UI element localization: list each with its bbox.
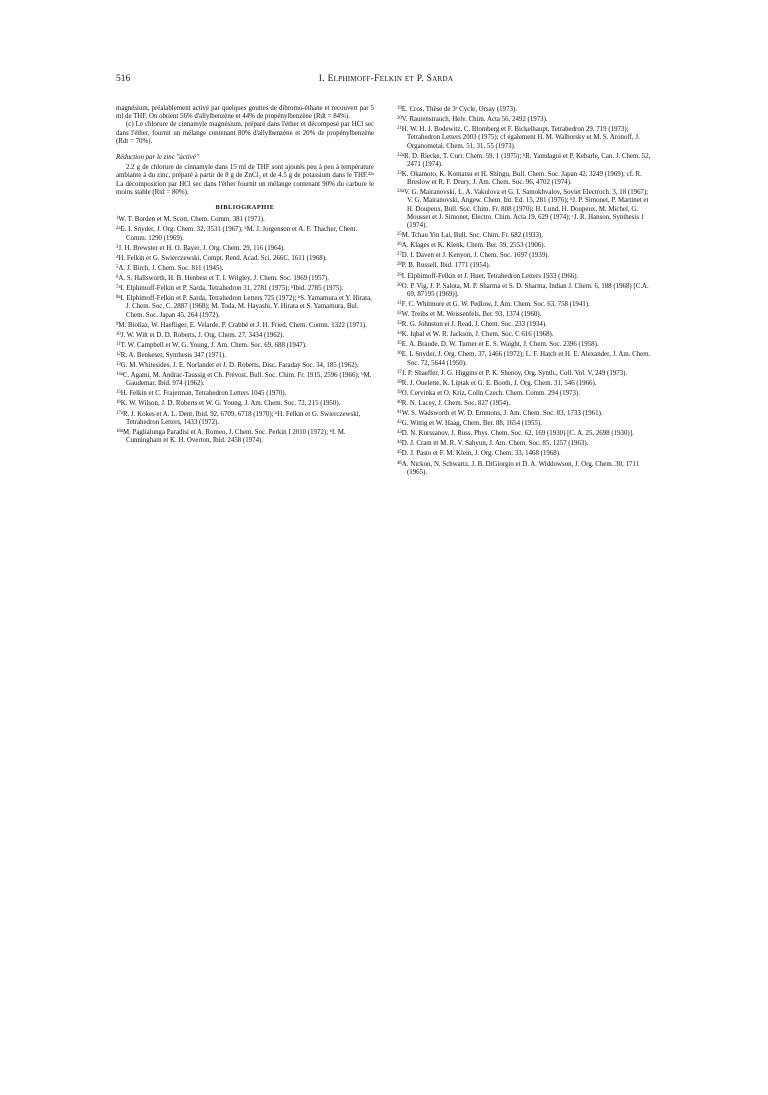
reference-text: A. J. Birch, J. Chem. Soc. 811 (1945). (118, 264, 224, 272)
reference-item (116, 428, 374, 445)
reference-text: C. Agami, M. Andrac-Taussig et Ch. Prévost, Bull. Soc. Chim. Fr. 1915, 2596 (1966); ᵇM. Gaudemar, Ibid. 974 (1962). (122, 372, 372, 388)
reference-item (116, 264, 374, 273)
reference-item (397, 188, 655, 230)
right-column (397, 105, 655, 478)
reference-number: 10 (116, 331, 121, 337)
reference-number: 15 (116, 390, 121, 396)
reference-text: I. Elphimoff-Felkin et P. Sarda, Tetrahedron Letters 725 (1972); ᵇS. Yamamura et Y. Hirata, J. Chem. Soc. C. 2887 (1968); M. Toda, M. Hayashi, Y. Hirata et S. Yamamura, Bul. Chem. Soc. Japan 45, 264 (1972). (120, 295, 372, 319)
reference-list (116, 215, 374, 445)
reference-text: K. W. Wilson, J. D. Roberts et W. G. Young, J. Am. Chem. Soc. 72, 215 (1950). (120, 400, 341, 408)
reference-item (116, 331, 374, 340)
reference-number: 24a (397, 189, 404, 195)
reference-text: H. Felkin et C. Frajerman, Tetrahedron Letters 1045 (1970). (120, 390, 287, 398)
reference-item (397, 320, 655, 329)
reference-text: G. Wittig et W. Haag, Chem. Ber. 88, 1654 (1955). (401, 420, 542, 428)
reference-text: P. B. Russell, Ibid. 1771 (1954). (401, 262, 491, 270)
reference-item (397, 170, 655, 187)
reference-number: 38 (397, 379, 402, 385)
reference-item (116, 254, 374, 263)
reference-text: H. Felkin et G. Swierczewski, Compt. Rend. Acad. Sci. 266C, 1611 (1968). (118, 254, 327, 262)
reference-item (397, 369, 655, 378)
reference-item (397, 460, 655, 477)
reference-text: J. H. Brewster et H. O. Bayer, J. Org. Chem. 29, 116 (1964). (118, 244, 286, 252)
reference-text: K. Okamoto, K. Komatsu et H. Shingu, Bull. Chem. Soc. Japan 42, 3249 (1969); cf. R. Breslow et R. F. Drury, J. Am. Chem. Soc. 96, 4702 (1974). (401, 170, 642, 187)
reference-text: V. Rautenstrauch, Helv. Chim. Acta 56, 2492 (1973). (401, 116, 548, 124)
reference-text: D. J. Pasto et F. M. Klein, J. Org. Chem. 33, 1468 (1968). (401, 450, 561, 458)
reference-text: I. Elphimoff-Felkin et P. Sarda, Tetrahedron 31, 2781 (1975); ᵇIbid. 2785 (1975). (120, 285, 344, 292)
running-head: I. Elphimoff-Felkin et P. Sarda (318, 74, 454, 84)
reference-item (397, 409, 655, 418)
page-header (116, 74, 656, 88)
reference-text: E. I. Snyder, J. Org. Chem. 32, 3531 (1967); ᵇM. J. Jorgenson et A. F. Thacher, Chem. Comm. 1290 (1969). (120, 226, 358, 242)
reference-number: 42 (397, 420, 402, 426)
reference-number: 5 (116, 264, 119, 270)
reference-number: 29 (397, 272, 402, 278)
reference-item (397, 272, 655, 281)
reference-number: 39 (397, 389, 402, 395)
reference-number: 17a (116, 410, 123, 416)
reference-number: 14a (116, 372, 123, 378)
reference-number: 28 (397, 262, 402, 268)
reference-number: 19 (397, 106, 402, 111)
reference-text: J. W. Wilt et D. D. Roberts, J. Org. Chem. 27, 3434 (1962). (120, 331, 285, 339)
reference-number: 45 (397, 450, 402, 456)
reference-number: 44 (397, 440, 402, 446)
reference-number: 33 (397, 321, 402, 327)
reference-number: 9 (116, 321, 119, 327)
reference-number: 21 (397, 126, 402, 132)
reference-number: 37 (397, 369, 402, 375)
reference-text: E. A. Braude, D. W. Turner et E. S. Waight, J. Chem. Soc. 2396 (1958). (401, 341, 599, 349)
section-title: Réduction par le zinc "activé" (116, 154, 199, 162)
reference-item (397, 399, 655, 408)
reference-text: E. I. Snyder, J. Org. Chem. 37, 1466 (1972); L. F. Hatch et H. E. Alexander, J. Am. Chem. Soc. 72, 5644 (1950). (401, 351, 651, 367)
reference-item (116, 371, 374, 388)
reference-number: 7a (116, 285, 121, 290)
reference-item (397, 379, 655, 388)
reference-number: 25 (397, 232, 402, 238)
reference-item (397, 350, 655, 367)
reference-item (397, 115, 655, 124)
reference-item (397, 419, 655, 428)
reference-item (116, 389, 374, 398)
reference-list (397, 105, 655, 477)
left-column (116, 105, 374, 446)
reference-text: H. W. H. J. Bodewitz, C. Blomberg et F. Bickelhaupt, Tetrahedron 29, 719 (1973); Tetrahedron Letters 2003 (1975); cf également H. M. Walborsky et M. S. Aronoff, J. Organometal. Chem. 51, 31, 55 (1973). (401, 126, 640, 150)
reference-number: 22a (397, 152, 404, 158)
reference-text: G. M. Whitesides, J. E. Norlander et J. D. Roberts, Disc. Faraday Soc. 34, 185 (1962). (120, 361, 359, 369)
reference-text: R. J. Kokes et A. L. Dent, Ibid. 92, 6709, 6718 (1970); ᵇH. Felkin et G. Swierczewski, Tetrahedron Letters, 1433 (1972). (122, 410, 361, 426)
reference-item (116, 410, 374, 427)
reference-item (116, 225, 374, 242)
reference-item (397, 340, 655, 349)
reference-number: 18a (116, 428, 123, 434)
reference-number: 2a (116, 226, 121, 232)
reference-item (397, 310, 655, 319)
reference-item (397, 330, 655, 339)
reference-item (116, 215, 374, 224)
reference-text: M. Tchau Yin Lai, Bull. Soc. Chim. Fr. 682 (1933). (401, 232, 543, 240)
reference-number: 13 (116, 361, 121, 367)
reference-item (116, 321, 374, 330)
reference-number: 26 (397, 242, 402, 248)
reference-item (397, 389, 655, 398)
reference-text: T. W. Campbell et W. G. Young, J. Am. Chem. Soc. 69, 688 (1947). (120, 341, 307, 349)
reference-item (116, 274, 374, 283)
reference-number: 36 (397, 351, 402, 357)
reference-text: I. Elphimoff-Felkin et J. Huet, Tetrahedron Letters 1933 (1966). (401, 272, 579, 280)
reference-text: F. C. Whitmore et G. W. Pedlow, J. Am. Chem. Soc. 63, 758 (1941). (401, 300, 590, 308)
reference-item (116, 294, 374, 320)
reference-item (397, 429, 655, 438)
reference-text: A. S. Hallsworth, H. B. Henbest et T. I. Wrigley, J. Chem. Soc. 1969 (1957). (118, 274, 329, 282)
reference-number: 34 (397, 331, 402, 337)
reference-item (397, 251, 655, 260)
reference-number: 12 (116, 351, 121, 357)
reference-number: 3 (116, 244, 119, 250)
body-paragraph: magnésium, préalablement activé par quelques gouttes de dibromo-éthane et recouvert par 5 ml de THF. On obtient 56% d'allylbenzène et 44% de propénylbenzène (Rdt = 84%). (116, 105, 374, 121)
reference-text: R. J. Ouelette, K. Liptak et G. E. Booth, J. Org. Chem. 31, 546 (1966). (401, 379, 597, 387)
reference-text: W. T. Borden et M. Scott, Chem. Comm. 381 (1971). (118, 216, 265, 224)
reference-item (397, 300, 655, 309)
page-number: 516 (116, 74, 131, 84)
reference-text: K. Iqbal et W. R. Jackson, J. Chem. Soc. C 616 (1968). (401, 331, 554, 339)
bibliography-title: BIBLIOGRAPHIE (215, 204, 275, 212)
reference-text: W. S. Wadsworth et W. D. Emmons, J. Am. Chem. Soc. 83, 1733 (1961). (401, 410, 603, 418)
reference-number: 35 (397, 341, 402, 347)
reference-item (116, 361, 374, 370)
reference-text: D. J. Cram et M. R. V. Sahyun, J. Am. Chem. Soc. 85, 1257 (1963). (401, 440, 589, 448)
reference-number: 43 (397, 430, 402, 436)
reference-number: 41 (397, 410, 402, 416)
reference-item (116, 351, 374, 360)
reference-item (397, 449, 655, 458)
reference-number: 20 (397, 116, 402, 122)
reference-item (397, 241, 655, 250)
reference-item (397, 152, 655, 169)
reference-item (397, 105, 655, 114)
reference-text: D. N. Kurssanov, J. Russ. Phys. Chem. Soc. 62, 169 (1930) [C. A. 25, 2698 (1930)]. (401, 430, 634, 438)
reference-text: R. N. Lacey, J. Chem. Soc. 827 (1954). (401, 400, 511, 407)
body-paragraph: (c) Le chlorure de cinnamyle magnésium, préparé dans l'éther et décomposé par HCl sec dans l'éther, fournit un mélange contenant 80% d'allylbenzène et 20% de propénylbenzène (Rdt = 70%). (116, 121, 374, 145)
body-paragraph: 2.2 g de chlorure de cinnamyle dans 15 ml de THF sont ajoutés peu à peu à température ambiante à du zinc, préparé à partir de 8 g de ZnCl₂ et de 4.5 g de potassium dans le THF.³²ᵃ La décomposition par HCl sec dans l'éther fournit un mélange contenant 90% du carbure le moins stable (Rtd = 80%). (116, 164, 374, 196)
reference-text: R. A. Benkeser, Synthesis 347 (1971). (120, 351, 226, 359)
reference-text: D. I. Daven et J. Kenyon, J. Chem. Soc. 1697 (1939). (401, 252, 550, 260)
reference-text: A. Klages et K. Klenk, Chem. Ber. 39, 2553 (1906). (401, 242, 546, 250)
reference-number: 1 (116, 216, 119, 222)
reference-item (397, 231, 655, 240)
reference-text: W. Treibs et M. Weissenfels, Ber. 93, 1374 (1960). (401, 311, 542, 319)
reference-number: 40 (397, 400, 402, 405)
reference-number: 27 (397, 252, 402, 258)
reference-text: E. Cros, Thèse de 3ᵉ Cycle, Orsay (1973). (401, 106, 517, 113)
reference-number: 11 (116, 341, 121, 347)
reference-number: 32 (397, 311, 402, 317)
reference-item (116, 399, 374, 408)
reference-text: M. Paglialunga Paradisi et A. Romeo, J. Chem. Soc. Perkin I 2010 (1972); ᵇI. M. Cunningham et K. H. Overton, Ibid. 2458 (1974). (122, 428, 346, 445)
reference-item (397, 439, 655, 448)
reference-number: 30 (397, 282, 402, 288)
reference-text: V. G. Mairanovski, L. A. Vakulova et G. I. Samokhvalov, Soviet Electroch. 3, 18 (1967); V. G. Mairanovski, Angew. Chem. Int. Ed. 15, 281 (1976); ᵇJ. P. Simonet, P. Martinet et H. Doupeux, Bull. Soc. Chim. Fr. 808 (1970); H. Lund, H. Doupeux, M. Michel, G. Mousset et J. Simonet, Electro. Chim. Acta 19, 629 (1974); ᶜJ. R. Hanson, Synthesis 1 (1974). (403, 189, 649, 230)
reference-text: R. D. Riecke, T. Curr. Chem. 59, 1 (1975); ᵇR. Yamdagui et P. Kebarle, Can. J. Chem. 52, 2471 (1974). (403, 152, 651, 168)
reference-number: 8a (116, 295, 121, 301)
reference-number: 6 (116, 274, 119, 280)
reference-text: J. P. Shaeffer, J. G. Higgins et P. K. Shenoy, Org. Synth., Coll. Vol. V, 249 (1973). (401, 369, 628, 377)
reference-text: M. Biollaz, W. Haefliger, E. Velarde, P. Crabbé et J. H. Fried, Chem. Comm. 1322 (1971). (118, 321, 367, 329)
reference-text: R. G. Johnston et J. Read, J. Chem. Soc. 233 (1934). (401, 321, 547, 329)
reference-item (116, 341, 374, 350)
reference-number: 23 (397, 170, 402, 176)
reference-number: 4 (116, 254, 119, 260)
reference-number: 46 (397, 460, 402, 466)
reference-item (397, 261, 655, 270)
reference-item (397, 125, 655, 151)
reference-item (116, 244, 374, 253)
reference-text: O. Cervinka et O. Kriz, Colln Czech. Chem. Comm. 294 (1973). (401, 389, 580, 397)
reference-item (397, 282, 655, 299)
reference-text: A. Nickon, N. Schwartz, J. B. DiGiorgio et D. A. Widdowson, J. Org. Chem. 30, 1711 (1965). (401, 460, 639, 476)
reference-number: 16 (116, 400, 121, 406)
reference-text: O. P. Vig, J. P. Salota, M. P. Sharma et S. D. Sharma, Indian J. Chem. 6, 188 (1968) [C.A. 69, 87195 (1969)]. (401, 282, 649, 298)
reference-item (116, 284, 374, 293)
reference-number: 31 (397, 300, 402, 306)
